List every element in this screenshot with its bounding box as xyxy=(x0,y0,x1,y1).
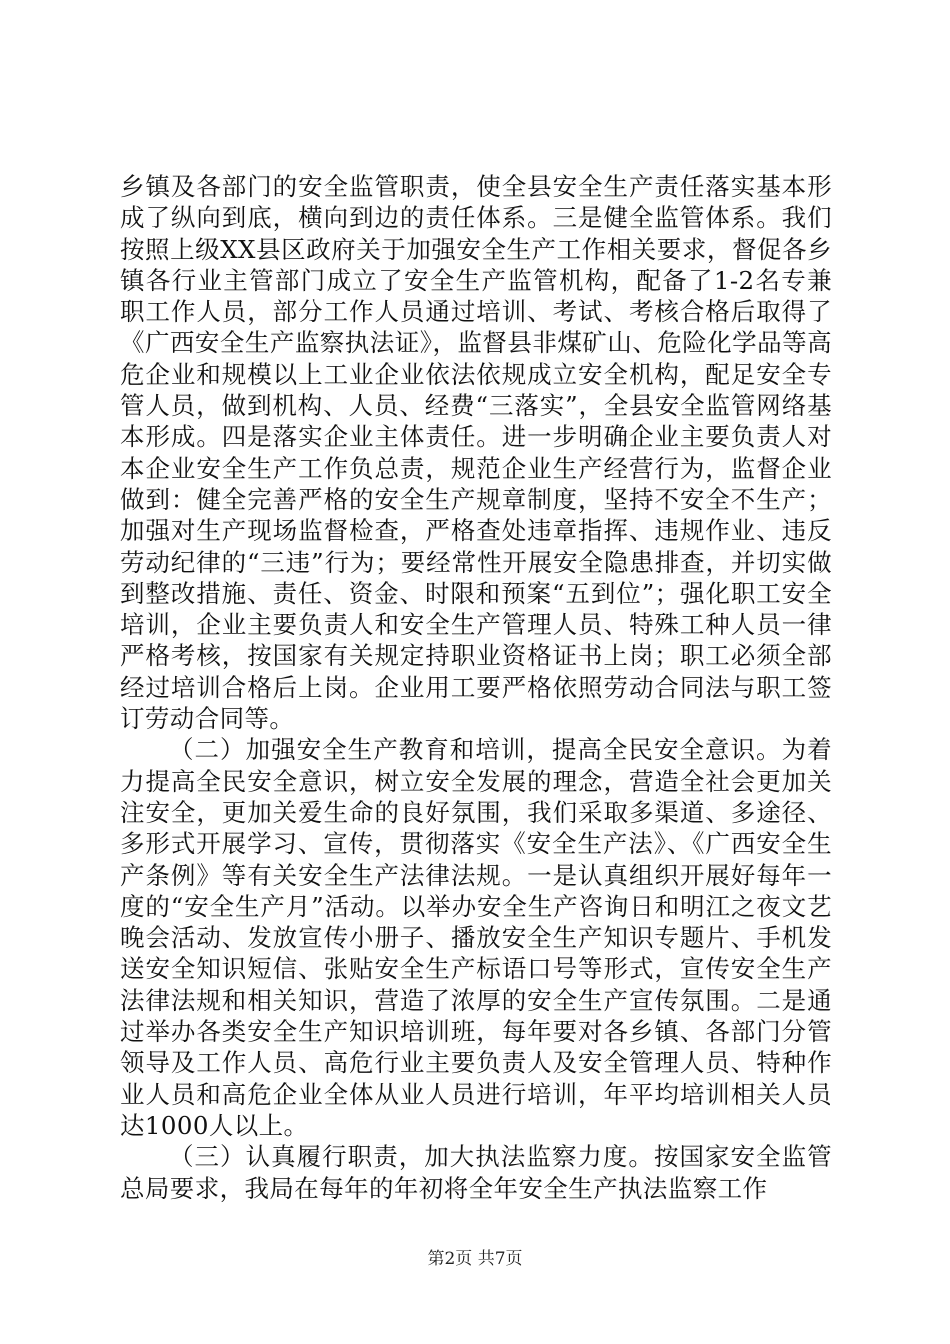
paragraph-responsibility-system: 乡镇及各部门的安全监管职责，使全县安全生产责任落实基本形成了纵向到底，横向到边的责任体系。三是健全监管体系。我们按照上级XX县区政府关于加强安全生产工作相关要求，督促各乡镇各行业主管部门成立了安全生产监管机构，配备了1-2名专兼职工作人员，部分工作人员通过培训、考试、考核合格后取得了《广西安全生产监察执法证》，监督县非煤矿山、危险化学品等高危企业和规模以上工业企业依法依规成立安全机构，配足安全专管人员，做到机构、人员、经费“三落实”，全县安全监管网络基本形成。四是落实企业主体责任。进一步明确企业主要负责人对本企业安全生产工作负总责，规范企业生产经营行为，监督企业做到：健全完善严格的安全生产规章制度，坚持不安全不生产；加强对生产现场监督检查，严格查处违章指挥、违规作业、违反劳动纪律的“三违”行为；要经常性开展安全隐患排查，并切实做到整改措施、责任、资金、时限和预案“五到位”；强化职工安全培训，企业主要负责人和安全生产管理人员、特殊工种人员一律严格考核，按国家有关规定持职业资格证书上岗；职工必须全部经过培训合格后上岗。企业用工要严格依照劳动合同法与职工签订劳动合同等。 xyxy=(120,172,832,734)
paragraph-law-enforcement: （三）认真履行职责，加大执法监察力度。按国家安全监管总局要求，我局在每年的年初将全年安全生产执法监察工作 xyxy=(120,1142,832,1203)
paragraph-safety-education: （二）加强安全生产教育和培训，提高全民安全意识。为着力提高全民安全意识，树立安全发展的理念，营造全社会更加关注安全，更加关爱生命的良好氛围，我们采取多渠道、多途径、多形式开展学习、宣传，贯彻落实《安全生产法》、《广西安全生产条例》等有关安全生产法律法规。一是认真组织开展好每年一度的“安全生产月”活动。以举办安全生产咨询日和明江之夜文艺晚会活动、发放宣传小册子、播放安全生产知识专题片、手机发送安全知识短信、张贴安全生产标语口号等形式，宣传安全生产法律法规和相关知识，营造了浓厚的安全生产宣传氛围。二是通过举办各类安全生产知识培训班，每年要对各乡镇、各部门分管领导及工作人员、高危行业主要负责人及安全管理人员、特种作业人员和高危企业全体从业人员进行培训，年平均培训相关人员达1000人以上。 xyxy=(120,735,832,1140)
page-number-footer: 第2页 共7页 xyxy=(427,1249,523,1269)
document-body xyxy=(120,171,832,1204)
